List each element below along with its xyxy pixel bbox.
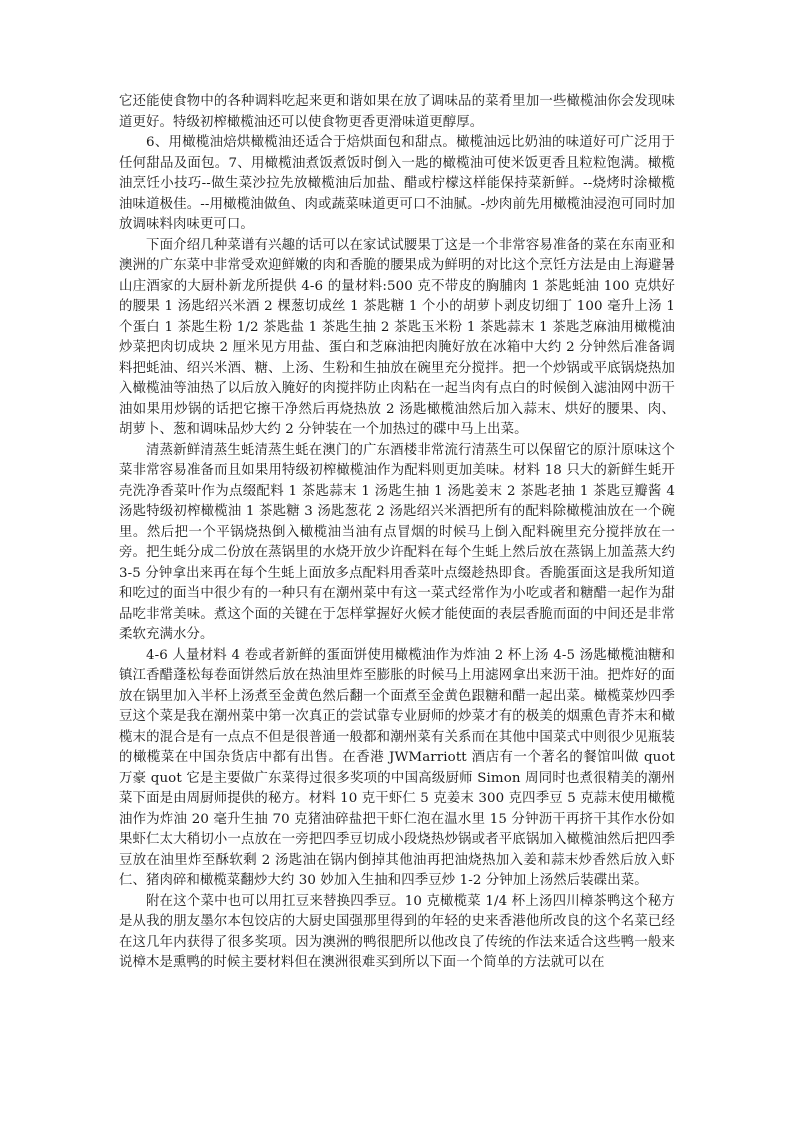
document-page [119, 92, 675, 974]
paragraph: 下面介绍几种菜谱有兴趣的话可以在家试试腰果丁这是一个非常容易准备的菜在东南亚和澳洲的广东菜中非常受欢迎鲜嫩的肉和香脆的腰果成为鲜明的对比这个烹饪方法是由上海避暑山庄酒家的大厨朴新龙所提供 4-6 的量材料:500 克不带皮的胸脯肉 1 茶匙蚝油 100 克烘好的腰果 1 汤匙绍兴米酒 2 棵葱切成丝 1 茶匙糖 1 个小的胡萝卜剥皮切细丁 100 毫升上汤 1 个蛋白 1 茶匙生粉 1/2 茶匙盐 1 茶匙生抽 2 茶匙玉米粉 1 茶匙蒜末 1 茶匙芝麻油用橄榄油炒菜把肉切成块 2 厘米见方用盐、蛋白和芝麻油把肉腌好放在冰箱中大约 2 分钟然后准备调料把蚝油、绍兴米酒、糖、上汤、生粉和生抽放在碗里充分搅拌。把一个炒锅或平底锅烧热加入橄榄油等油热了以后放入腌好的肉搅拌防止肉粘在一起当肉有点白的时候倒入滤油网中沥干油如果用炒锅的话把它擦干净然后再烧热放 2 汤匙橄榄油然后加入蒜末、烘好的腰果、肉、胡萝卜、葱和调味品炒大约 2 分钟装在一个加热过的碟中马上出菜。 [119, 237, 675, 437]
paragraph: 附在这个菜中也可以用扛豆来替换四季豆。10 克橄榄菜 1/4 杯上汤四川樟茶鸭这个秘方是从我的朋友墨尔本包饺店的大厨史国强那里得到的年轻的史来香港他所改良的这个名菜已经在这几年内获得了很多奖项。因为澳洲的鸭很肥所以他改良了传统的作法来适合这些鸭一般来说樟木是熏鸭的时候主要材料但在澳洲很难买到所以下面一个简单的方法就可以在 [119, 893, 675, 970]
paragraph: 它还能使食物中的各种调料吃起来更和谐如果在放了调味品的菜肴里加一些橄榄油你会发现味道更好。特级初榨橄榄油还可以使食物更香更滑味道更醇厚。 [119, 94, 675, 130]
paragraph: 4-6 人量材料 4 卷或者新鲜的蛋面饼使用橄榄油作为炸油 2 杯上汤 4-5 汤匙橄榄油糖和镇江香醋蓬松每卷面饼然后放在热油里炸至膨胀的时候马上用滤网拿出来沥干油。把炸好的面放在锅里加入半杯上汤煮至金黄色然后翻一个面煮至金黄色跟糖和醋一起出菜。橄榄菜炒四季豆这个菜是我在潮州菜中第一次真正的尝试靠专业厨师的炒菜才有的极美的烟熏色青芥末和橄榄末的混合是有一点点不但是很普通一般都和潮州菜有关系而在其他中国菜式中则很少见瓶装的橄榄菜在中国杂货店中都有出售。在香港 JWMarriott 酒店有一个著名的餐馆叫做 quot 万豪 quot 它是主要做广东菜得过很多奖项的中国高级厨师 Simon 周同时也煮很精美的潮州菜下面是由周厨师提供的秘方。材料 10 克干虾仁 5 克姜末 300 克四季豆 5 克蒜末使用橄榄油作为炸油 20 毫升生抽 70 克猪油碎盐把干虾仁泡在温水里 15 分钟沥干再挤干其作水份如果虾仁太大稍切小一点放在一旁把四季豆切成小段烧热炒锅或者平底锅加入橄榄油然后把四季豆放在油里炸至酥软剩 2 汤匙油在锅内倒掉其他油再把油烧热加入姜和蒜末炒香然后放入虾仁、猪肉碎和橄榄菜翻炒大约 30 妙加入生抽和四季豆炒 1-2 分钟加上汤然后装碟出菜。 [119, 647, 675, 888]
paragraph: 清蒸新鲜清蒸生蚝清蒸生蚝在澳门的广东酒楼非常流行清蒸生可以保留它的原汁原味这个菜非常容易准备而且如果用特级初榨橄榄油作为配料则更加美味。材料 18 只大的新鲜生蚝开壳洗净香菜叶作为点缀配料 1 茶匙蒜末 1 汤匙生抽 1 汤匙姜末 2 茶匙老抽 1 茶匙豆瓣酱 4 汤匙特级初榨橄榄油 1 茶匙糖 3 汤匙葱花 2 汤匙绍兴米酒把所有的配料除橄榄油放在一个碗里。然后把一个平锅烧热倒入橄榄油当油有点冒烟的时候马上倒入配料碗里充分搅拌放在一旁。把生蚝分成二份放在蒸锅里的水烧开放少许配料在每个生蚝上然后放在蒸锅上加盖蒸大约 3-5 分钟拿出来再在每个生蚝上面放多点配料用香菜叶点缀趁热即食。香脆蛋面这是我所知道和吃过的面当中很少有的一种只有在潮州菜中有这一菜式经常作为小吃或者和糖醋一起作为甜品吃非常美味。煮这个面的关键在于怎样掌握好火候才能使面的表层香脆而面的中间还是非常柔软充满水分。 [119, 442, 675, 642]
paragraph: 6、用橄榄油焙烘橄榄油还适合于焙烘面包和甜点。橄榄油远比奶油的味道好可广泛用于任何甜品及面包。7、用橄榄油煮饭煮饭时倒入一匙的橄榄油可使米饭更香且粒粒饱满。橄榄油烹饪小技巧--做生菜沙拉先放橄榄油后加盐、醋或柠檬这样能保持菜新鲜。--烧烤时涂橄榄油味道极佳。--用橄榄油做鱼、肉或蔬菜味道更可口不油腻。-炒肉前先用橄榄油浸泡可同时加放调味料肉味更可口。 [119, 135, 675, 232]
